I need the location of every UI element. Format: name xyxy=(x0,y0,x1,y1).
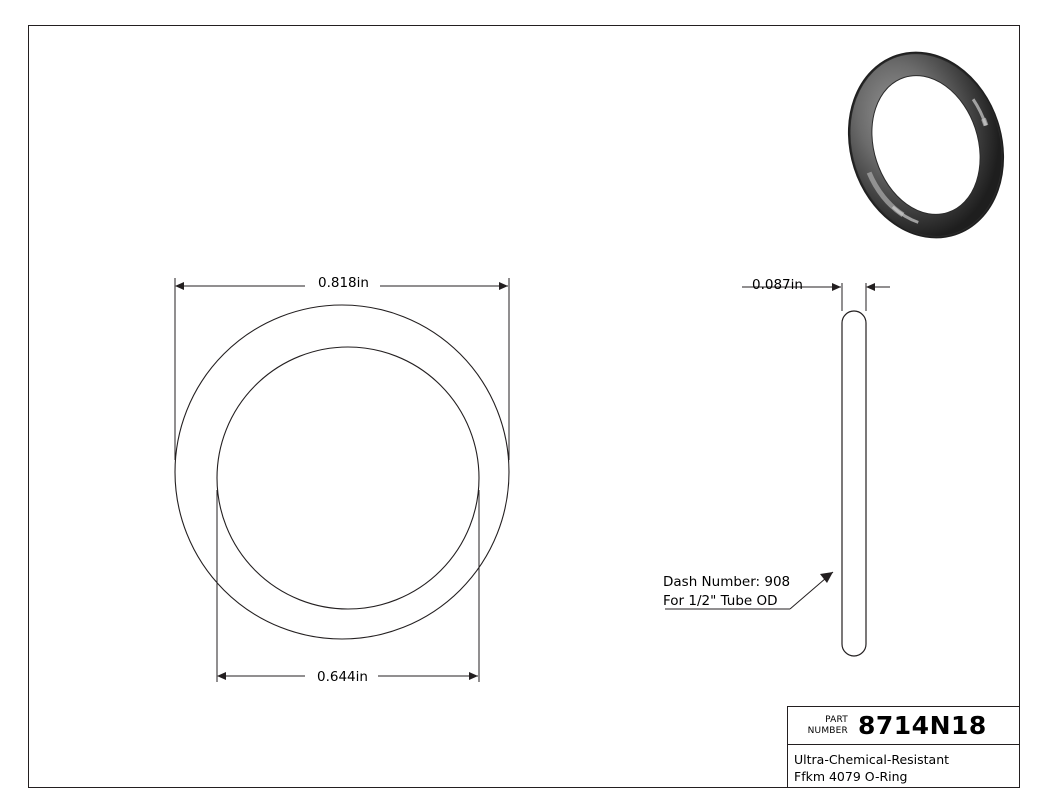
part-caption-line1: PART xyxy=(825,715,848,725)
isometric-oring-render xyxy=(827,34,1025,257)
inner-diameter-label: 0.644in xyxy=(317,669,368,685)
front-view-oring xyxy=(175,305,509,639)
note-line-dash-number: Dash Number: 908 xyxy=(663,574,791,590)
product-description xyxy=(788,745,1020,785)
note-block xyxy=(663,573,790,611)
outer-diameter-label: 0.818in xyxy=(318,275,369,291)
side-view-cross-section xyxy=(842,311,866,656)
dimension-inner-diameter xyxy=(217,490,479,682)
title-block xyxy=(787,706,1020,788)
description-line-2: Ffkm 4079 O-Ring xyxy=(794,769,908,784)
title-block-part-row xyxy=(788,707,1020,745)
part-caption-line2: NUMBER xyxy=(807,725,848,736)
description-line-1: Ultra-Chemical-Resistant xyxy=(794,752,950,767)
note-line-tube-od: For 1/2" Tube OD xyxy=(663,593,778,609)
part-number-caption xyxy=(794,715,848,736)
cross-section-label: 0.087in xyxy=(752,277,803,293)
part-number-value: 8714N18 xyxy=(858,711,987,740)
